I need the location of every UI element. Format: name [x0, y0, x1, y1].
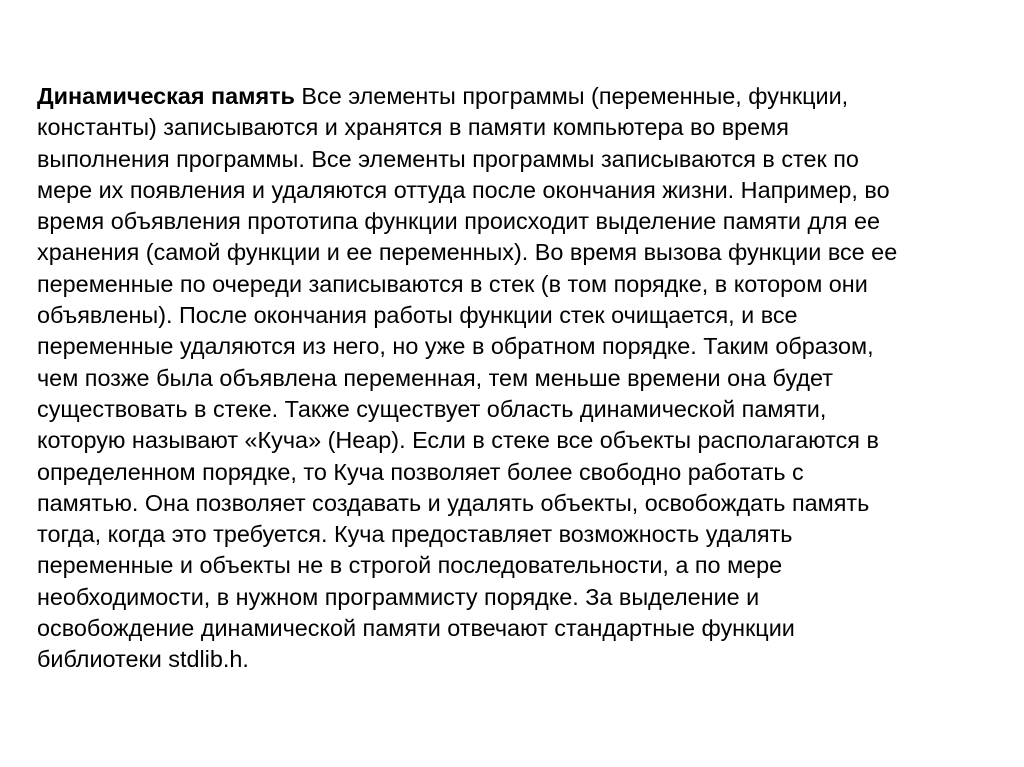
- paragraph-line-19: библиотеки stdlib.h.: [37, 646, 249, 673]
- paragraph-line-4: мере их появления и удаляются оттуда после окончания жизни. Например, во: [37, 176, 890, 203]
- paragraph-line-7: переменные по очереди записываются в стек (в том порядке, в котором они: [37, 270, 868, 297]
- paragraph-line-1: Все элементы программы (переменные, функции,: [294, 83, 849, 109]
- dynamic-memory-paragraph: [37, 81, 987, 676]
- paragraph-line-10: чем позже была объявлена переменная, тем меньше времени она будет: [37, 364, 833, 391]
- paragraph-line-14: памятью. Она позволяет создавать и удалять объекты, освобождать память: [37, 489, 870, 516]
- paragraph-line-3: выполнения программы. Все элементы программы записываются в стек по: [37, 145, 859, 172]
- paragraph-line-15: тогда, когда это требуется. Куча предоставляет возможность удалять: [37, 521, 793, 548]
- paragraph-line-11: существовать в стеке. Также существует область динамической памяти,: [37, 395, 827, 422]
- paragraph-line-16: переменные и объекты не в строгой последовательности, а по мере: [37, 552, 783, 579]
- paragraph-line-8: объявлены). После окончания работы функции стек очищается, и все: [37, 302, 798, 329]
- paragraph-line-2: константы) записываются и хранятся в памяти компьютера во время: [37, 114, 789, 141]
- paragraph-line-9: переменные удаляются из него, но уже в обратном порядке. Таким образом,: [37, 333, 874, 360]
- term-heading: Динамическая память: [37, 83, 295, 109]
- paragraph-line-5: время объявления прототипа функции происходит выделение памяти для ее: [37, 208, 880, 235]
- paragraph-line-18: освобождение динамической памяти отвечают стандартные функции: [37, 615, 795, 642]
- paragraph-line-13: определенном порядке, то Куча позволяет более свободно работать с: [37, 458, 804, 485]
- paragraph-line-6: хранения (самой функции и ее переменных). Во время вызова функции все ее: [37, 239, 898, 266]
- paragraph-line-17: необходимости, в нужном программисту порядке. За выделение и: [37, 583, 760, 610]
- paragraph-line-12: которую называют «Куча» (Heap). Если в стеке все объекты располагаются в: [37, 427, 879, 454]
